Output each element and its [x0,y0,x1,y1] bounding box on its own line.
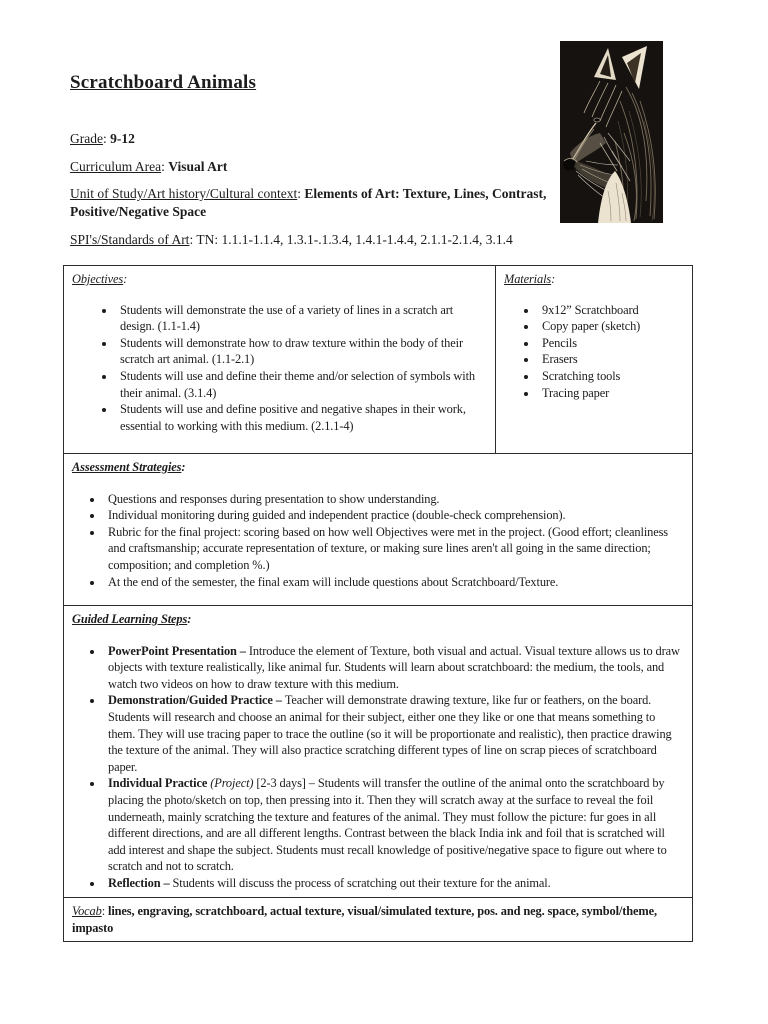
separator: : [181,460,186,474]
guided-learning-cell [64,606,693,898]
assessment-item: • At the end of the semester, the final exam will include questions about Scratchboard/Texture. [104,574,684,591]
guided-step-reflection: • Reflection – Students will discuss the process of scratching out their texture for the animal. [104,875,684,892]
guided-learning-row [64,606,693,898]
field-spi-standards [70,231,592,249]
objective-item: • Students will demonstrate the use of a variety of lines in a scratch art design. (1.1-1.4) [116,302,487,335]
separator: : [297,186,305,202]
material-item: • Tracing paper [538,385,684,402]
assessment-cell [64,454,693,606]
unit-value: Elements of Art: Texture, Lines, Contrast, Positive/Negative Space [70,186,547,220]
curriculum-value: Visual Art [168,158,228,174]
materials-cell [496,266,693,454]
unit-label: Unit of Study/Art history/Cultural context [70,186,298,202]
separator: : [187,612,192,626]
separator: : [551,272,556,286]
guided-learning-heading: Guided Learning Steps: [72,612,192,626]
material-item: • Erasers [538,351,684,368]
assessment-item: • Questions and responses during presentation to show understanding. [104,491,684,508]
assessment-row [64,454,693,606]
material-item: • Scratching tools [538,368,684,385]
separator: : [101,904,108,918]
field-unit-of-study [70,185,575,221]
assessment-item: • Individual monitoring during guided and independent practice (double-check comprehension). [104,507,684,524]
vocab-cell [64,898,693,942]
separator: : [161,158,169,174]
separator: : [189,231,197,247]
objective-item: • Students will demonstrate how to draw texture within the body of their scratch art animal. (1.1-2.1) [116,335,487,368]
vocab-value: lines, engraving, scratchboard, actual texture, visual/simulated texture, pos. and neg. space, symbol/theme, impasto [72,904,657,935]
spi-label: SPI's/Standards of Art [70,231,190,247]
field-grade [70,130,590,148]
assessment-item: • Rubric for the final project: scoring based on how well Objectives were met in the project. (Good effort; cleanliness and craftsmanship; accurate representation of texture, or making sure lines aren't all going in the same direction; composition; and completion %.) [104,524,684,574]
document-header [70,72,590,258]
wolf-eye [594,118,600,122]
assessment-heading: Assessment Strategies: [72,460,186,474]
separator: : [102,131,111,146]
lesson-plan-table [63,265,693,942]
objectives-heading: Objectives: [72,272,128,286]
field-curriculum-area [70,158,590,176]
materials-list [504,302,684,402]
grade-value: 9-12 [110,131,135,146]
curriculum-label: Curriculum Area [70,158,162,174]
vocab-row [64,898,693,942]
material-item: • Copy paper (sketch) [538,318,684,335]
objective-item: • Students will use and define their theme and/or selection of symbols with their animal. (3.1.4) [116,368,487,401]
assessment-list [72,491,684,591]
guided-step-demonstration: • Demonstration/Guided Practice – Teacher will demonstrate drawing texture, like fur or feathers, on the board. Students will research and choose an animal for their subject, either one they like or one that means something to them. They will use tracing paper to trace the outline (so it will be proportionate and realistic), then practice drawing the texture of the animal. They will also practice scratching different types of line on scrap pieces of scratchboard paper. [104,692,684,775]
scratchboard-wolf-image [560,41,663,223]
guided-learning-list [72,643,684,892]
separator: : [123,272,128,286]
page-title: Scratchboard Animals [70,72,257,93]
spi-value: TN: 1.1.1-1.1.4, 1.3.1-.1.3.4, 1.4.1-1.4.4, 2.1.1-2.1.4, 3.1.4 [196,231,513,247]
objective-item: • Students will use and define positive and negative shapes in their work, essential to working with this medium. (2.1.1-4) [116,401,487,434]
material-item: • 9x12” Scratchboard [538,302,684,319]
objectives-list [72,302,487,435]
objectives-cell [64,266,496,454]
objectives-materials-row [64,266,693,454]
materials-heading: Materials: [504,272,556,286]
material-item: • Pencils [538,335,684,352]
grade-label: Grade [70,131,103,146]
guided-step-powerpoint: • PowerPoint Presentation – Introduce the element of Texture, both visual and actual. Visual texture allows us to draw objects with texture realistically, like animal fur. Students will learn about scratchboard: the medium, the tools, and watch two videos on how to draw texture with this medium. [104,643,684,693]
vocab-label: Vocab [72,904,102,918]
guided-step-individual-practice: • Individual Practice (Project) [2-3 days] – Students will transfer the outline of the animal onto the scratchboard by placing the photo/sketch on top, then pressing into it. Then they will scratch away at the surface to reveal the foil underneath, mainly scratching the texture and features of the animal. They must follow the picture: fur goes in all different directions, and are all different lengths. Contrast between the black India ink and foil that is scratched will add interest and shape the subject. Students must recall knowledge of positive/negative space to figure out where to scratch and not to scratch. [104,775,684,875]
